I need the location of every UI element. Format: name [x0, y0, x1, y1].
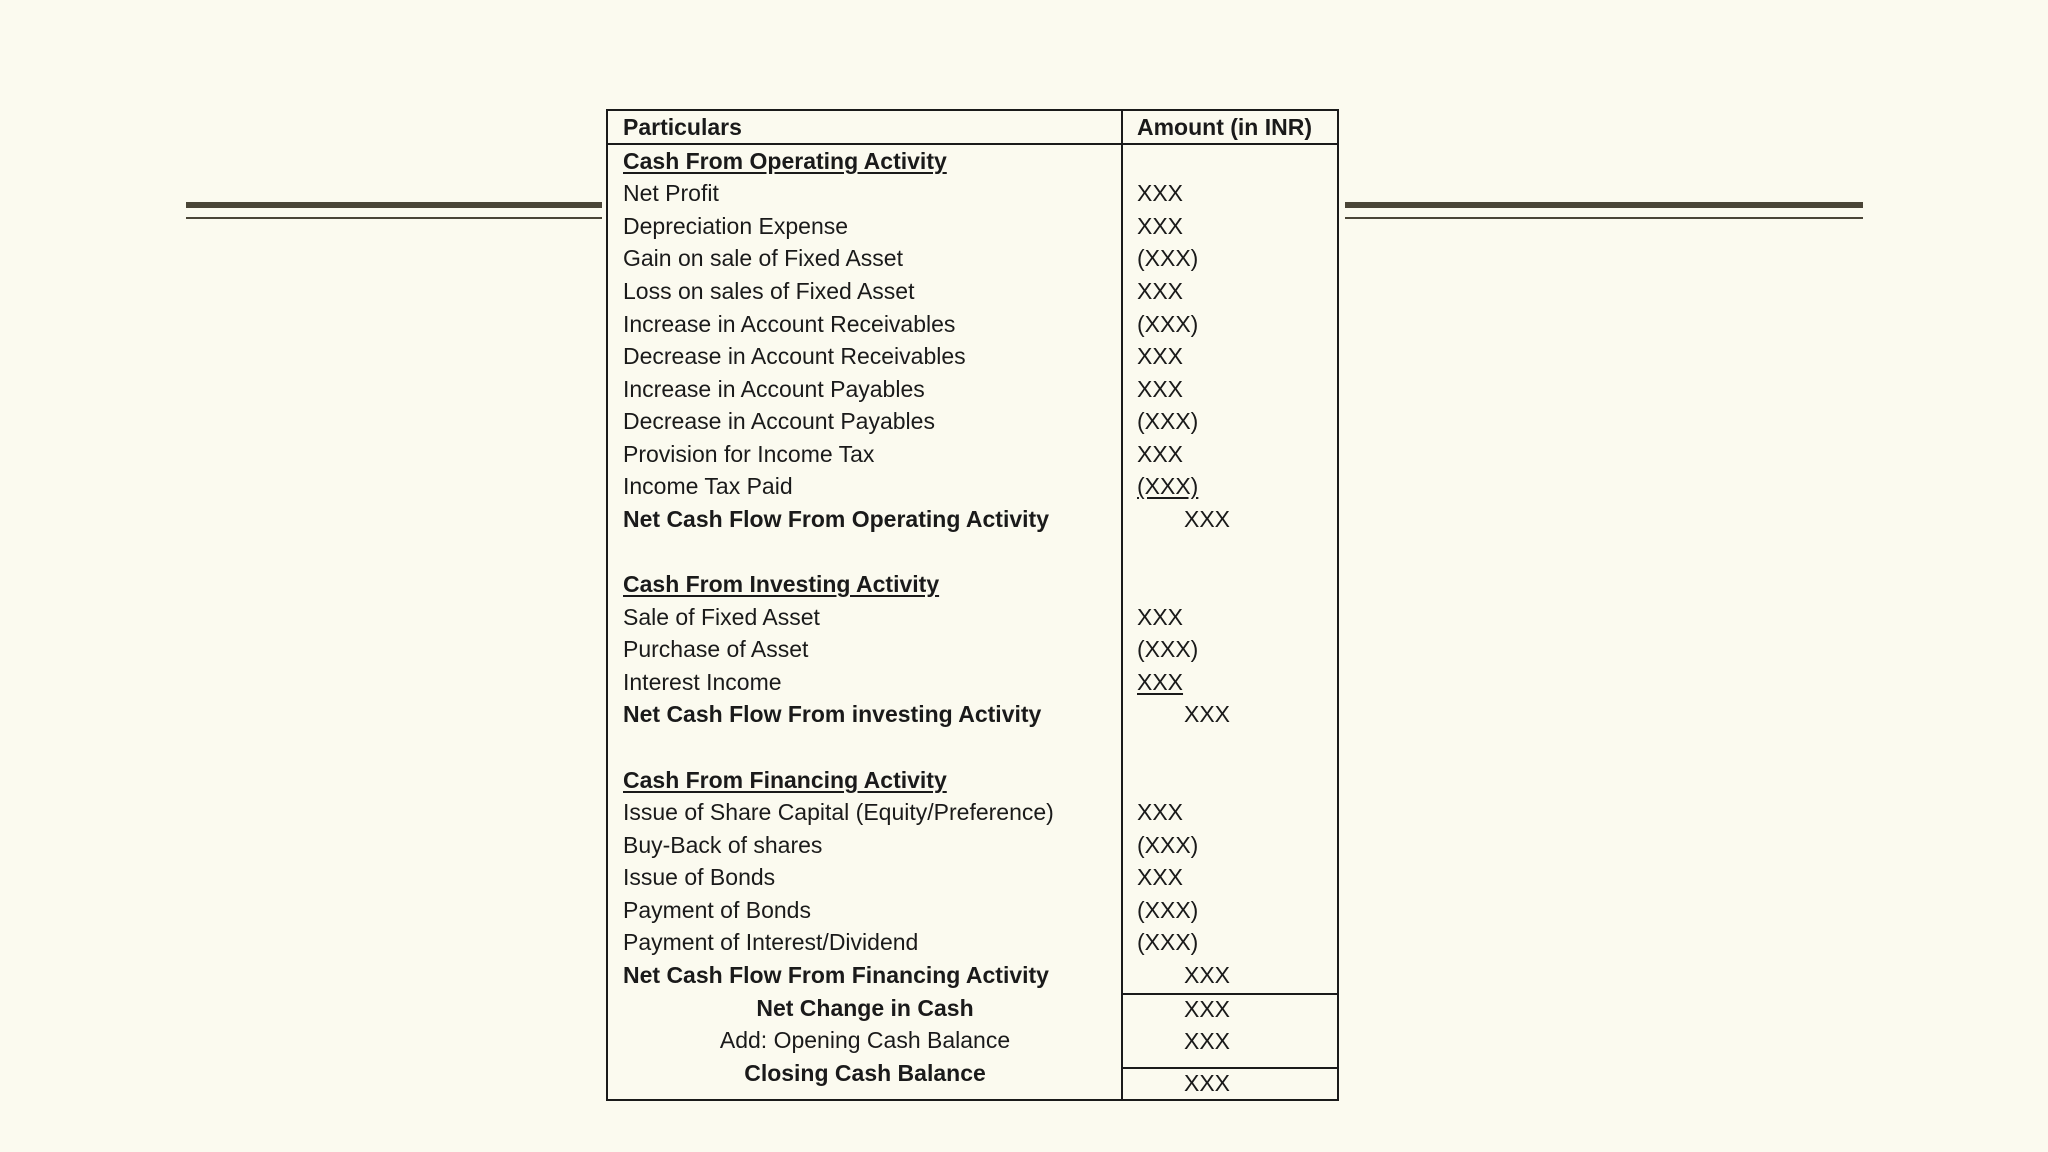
financing-row-amount: XXX: [1137, 864, 1184, 890]
operating-row-amount: XXX: [1137, 278, 1184, 304]
operating-row-amount: XXX: [1137, 343, 1184, 369]
investing-heading: Cash From Investing Activity: [623, 571, 940, 597]
financing-row-amount: (XXX): [1137, 897, 1199, 923]
closing-balance-amount: XXX: [1184, 1070, 1231, 1096]
operating-row-label: Increase in Account Receivables: [623, 311, 956, 337]
financing-row-label: Buy-Back of shares: [623, 832, 823, 858]
operating-total-amount: XXX: [1184, 506, 1231, 532]
operating-row-amount: XXX: [1137, 213, 1184, 239]
operating-row-label: Decrease in Account Receivables: [623, 343, 966, 369]
investing-row-amount: (XXX): [1137, 636, 1199, 662]
header-particulars: Particulars: [623, 114, 742, 140]
operating-row-label: Income Tax Paid: [623, 473, 793, 499]
operating-row-amount: (XXX): [1137, 311, 1199, 337]
operating-row-label: Loss on sales of Fixed Asset: [623, 278, 915, 304]
operating-row-amount: (XXX): [1137, 245, 1199, 271]
cash-flow-statement-table: [606, 109, 1339, 1101]
operating-row-label: Provision for Income Tax: [623, 441, 875, 467]
opening-balance-amount: XXX: [1184, 1028, 1231, 1054]
operating-row-label: Increase in Account Payables: [623, 376, 925, 402]
financing-total-amount: XXX: [1184, 962, 1231, 988]
operating-row-amount: XXX: [1137, 376, 1184, 402]
financing-row-label: Issue of Share Capital (Equity/Preference): [623, 799, 1054, 825]
financing-total-label: Net Cash Flow From Financing Activity: [623, 962, 1049, 988]
investing-row-label: Purchase of Asset: [623, 636, 809, 662]
operating-row-label: Net Profit: [623, 180, 719, 206]
operating-row-label: Decrease in Account Payables: [623, 408, 935, 434]
left-decorative-rule-thin: [186, 217, 602, 219]
investing-total-label: Net Cash Flow From investing Activity: [623, 701, 1042, 727]
operating-row-amount: XXX: [1137, 180, 1184, 206]
net-change-amount: XXX: [1184, 996, 1231, 1022]
operating-row-amount: XXX: [1137, 441, 1184, 467]
right-decorative-rule-thick: [1345, 202, 1863, 208]
right-decorative-rule-thin: [1345, 217, 1863, 219]
investing-row-label: Interest Income: [623, 669, 782, 695]
column-divider: [1121, 111, 1123, 1099]
header-amount: Amount (in INR): [1137, 114, 1313, 140]
operating-total-label: Net Cash Flow From Operating Activity: [623, 506, 1049, 532]
financing-heading: Cash From Financing Activity: [623, 767, 947, 793]
investing-total-amount: XXX: [1184, 701, 1231, 727]
investing-row-amount: XXX: [1137, 669, 1184, 695]
financing-row-label: Issue of Bonds: [623, 864, 776, 890]
closing-balance-label: Closing Cash Balance: [744, 1060, 986, 1086]
financing-row-label: Payment of Interest/Dividend: [623, 929, 919, 955]
operating-row-amount: (XXX): [1137, 408, 1199, 434]
financing-row-amount: (XXX): [1137, 832, 1199, 858]
operating-row-label: Gain on sale of Fixed Asset: [623, 245, 903, 271]
operating-row-amount: (XXX): [1137, 473, 1199, 499]
net-change-label: Net Change in Cash: [756, 995, 974, 1021]
investing-row-amount: XXX: [1137, 604, 1184, 630]
opening-balance-label: Add: Opening Cash Balance: [719, 1027, 1011, 1053]
left-decorative-rule-thick: [186, 202, 602, 208]
operating-row-label: Depreciation Expense: [623, 213, 849, 239]
financing-row-amount: XXX: [1137, 799, 1184, 825]
financing-row-label: Payment of Bonds: [623, 897, 811, 923]
investing-row-label: Sale of Fixed Asset: [623, 604, 820, 630]
operating-heading: Cash From Operating Activity: [623, 148, 947, 174]
financing-row-amount: (XXX): [1137, 929, 1199, 955]
